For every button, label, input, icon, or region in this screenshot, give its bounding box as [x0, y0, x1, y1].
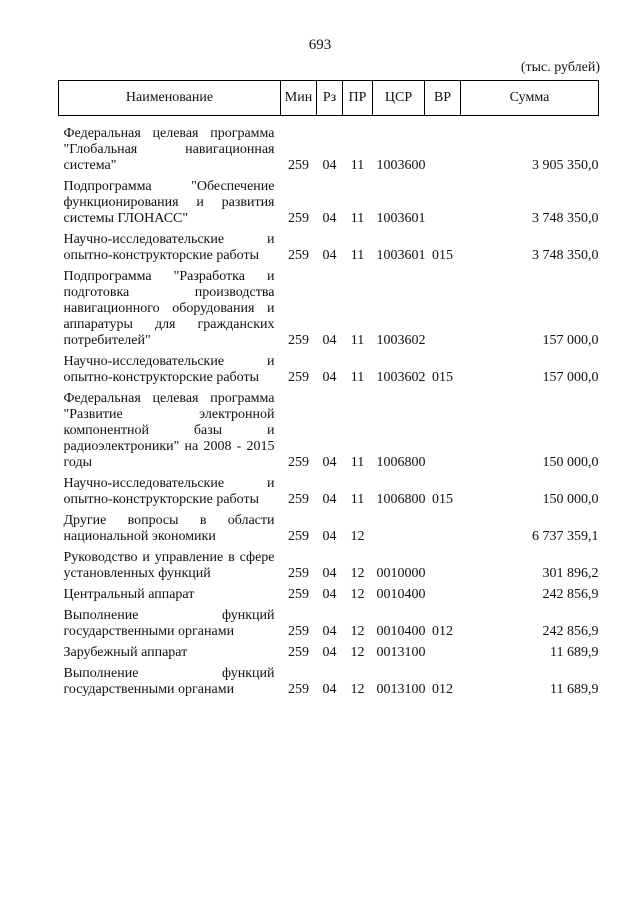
header-vr: ВР	[425, 81, 461, 116]
row-csr: 1003602	[376, 333, 426, 348]
row-vr	[425, 174, 461, 227]
row-csr	[373, 508, 425, 545]
row-csr: 0010000	[376, 566, 426, 581]
row-min: 259	[288, 682, 309, 697]
table-row	[59, 264, 599, 349]
row-name: Федеральная целевая программа "Глобальная навигационная система"	[63, 126, 275, 173]
row-sum: 242 856,9	[542, 624, 599, 639]
row-rz: 04	[322, 211, 337, 226]
row-sum: 150 000,0	[542, 492, 599, 507]
row-pr: 12	[350, 645, 365, 660]
row-rz: 04	[322, 333, 337, 348]
row-vr: 015	[432, 492, 453, 507]
row-rz: 04	[322, 248, 337, 263]
row-pr: 12	[350, 587, 365, 602]
row-rz: 04	[322, 455, 337, 470]
row-vr: 015	[432, 248, 453, 263]
header-rz: Рз	[317, 81, 343, 116]
row-pr: 11	[350, 492, 365, 507]
row-rz: 04	[322, 529, 337, 544]
table-body	[59, 116, 599, 699]
row-vr	[425, 116, 461, 175]
header-name: Наименование	[59, 81, 281, 116]
row-pr: 12	[350, 682, 365, 697]
row-sum: 11 689,9	[550, 682, 599, 697]
table-row	[59, 508, 599, 545]
row-min: 259	[288, 624, 309, 639]
row-name: Центральный аппарат	[63, 587, 195, 602]
row-pr: 12	[350, 624, 365, 639]
row-sum: 150 000,0	[542, 455, 599, 470]
row-name: Научно-исследовательские и опытно-конструкторские работы	[63, 232, 275, 263]
row-name: Подпрограмма "Обеспечение функционирования и развития системы ГЛОНАСС"	[63, 179, 275, 226]
row-vr	[425, 386, 461, 471]
row-sum: 3 748 350,0	[532, 211, 599, 226]
row-csr: 1006800	[376, 455, 426, 470]
row-sum: 157 000,0	[542, 370, 599, 385]
units-label: (тыс. рублей)	[520, 60, 600, 75]
header-min: Мин	[281, 81, 317, 116]
row-sum: 3 905 350,0	[532, 158, 599, 173]
row-vr	[425, 508, 461, 545]
table-row	[59, 116, 599, 175]
row-min: 259	[288, 529, 309, 544]
table-row	[59, 471, 599, 508]
table-row	[59, 640, 599, 661]
row-csr: 0013100	[376, 645, 426, 660]
row-min: 259	[288, 587, 309, 602]
row-rz: 04	[322, 587, 337, 602]
row-min: 259	[288, 333, 309, 348]
row-rz: 04	[322, 624, 337, 639]
row-pr: 11	[350, 158, 365, 173]
row-vr: 015	[432, 370, 453, 385]
table-header	[59, 81, 599, 116]
table-row	[59, 174, 599, 227]
table-row	[59, 661, 599, 698]
row-sum: 242 856,9	[542, 587, 599, 602]
row-name: Подпрограмма "Разработка и подготовка производства навигационного оборудования и аппаратуры для гражданских потребителей"	[63, 269, 275, 348]
row-rz: 04	[322, 370, 337, 385]
row-name: Научно-исследовательские и опытно-конструкторские работы	[63, 476, 275, 507]
row-sum: 11 689,9	[550, 645, 599, 660]
row-vr	[425, 640, 461, 661]
table-row	[59, 349, 599, 386]
row-min: 259	[288, 211, 309, 226]
row-rz: 04	[322, 682, 337, 697]
row-name: Другие вопросы в области национальной экономики	[63, 513, 275, 544]
table-row	[59, 227, 599, 264]
row-name: Выполнение функций государственными органами	[63, 666, 275, 697]
row-rz: 04	[322, 645, 337, 660]
row-pr: 11	[350, 211, 365, 226]
row-vr: 012	[432, 682, 453, 697]
row-pr: 11	[350, 455, 365, 470]
row-min: 259	[288, 370, 309, 385]
row-sum: 157 000,0	[542, 333, 599, 348]
row-vr	[425, 582, 461, 603]
row-csr: 1003602	[376, 370, 426, 385]
header-pr: ПР	[343, 81, 373, 116]
row-sum: 301 896,2	[542, 566, 599, 581]
row-name: Федеральная целевая программа "Развитие электронной компонентной базы и радиоэлектроники" на 2008 - 2015 годы	[63, 391, 275, 470]
row-pr: 11	[350, 248, 365, 263]
row-name: Научно-исследовательские и опытно-конструкторские работы	[63, 354, 275, 385]
row-pr: 12	[350, 566, 365, 581]
row-rz: 04	[322, 158, 337, 173]
row-vr	[425, 545, 461, 582]
row-rz: 04	[322, 566, 337, 581]
row-min: 259	[288, 645, 309, 660]
row-csr: 1003600	[376, 158, 426, 173]
row-csr: 1003601	[376, 211, 426, 226]
table-row	[59, 386, 599, 471]
row-min: 259	[288, 566, 309, 581]
row-csr: 1006800	[376, 492, 426, 507]
row-name: Зарубежный аппарат	[63, 645, 188, 660]
row-vr	[425, 264, 461, 349]
row-sum: 3 748 350,0	[532, 248, 599, 263]
row-name: Руководство и управление в сфере установленных функций	[63, 550, 275, 581]
row-sum: 6 737 359,1	[532, 529, 599, 544]
table-row	[59, 545, 599, 582]
row-pr: 11	[350, 333, 365, 348]
row-csr: 0010400	[376, 587, 426, 602]
row-csr: 0013100	[376, 682, 426, 697]
budget-table	[58, 80, 599, 698]
row-min: 259	[288, 455, 309, 470]
header-csr: ЦСР	[373, 81, 425, 116]
row-min: 259	[288, 492, 309, 507]
row-pr: 12	[350, 529, 365, 544]
row-vr: 012	[432, 624, 453, 639]
row-pr: 11	[350, 370, 365, 385]
page-number: 693	[308, 37, 332, 53]
row-csr: 0010400	[376, 624, 426, 639]
row-rz: 04	[322, 492, 337, 507]
table-row	[59, 603, 599, 640]
row-csr: 1003601	[376, 248, 426, 263]
table-row	[59, 582, 599, 603]
row-name: Выполнение функций государственными органами	[63, 608, 275, 639]
header-sum: Сумма	[461, 81, 599, 116]
row-min: 259	[288, 158, 309, 173]
row-min: 259	[288, 248, 309, 263]
